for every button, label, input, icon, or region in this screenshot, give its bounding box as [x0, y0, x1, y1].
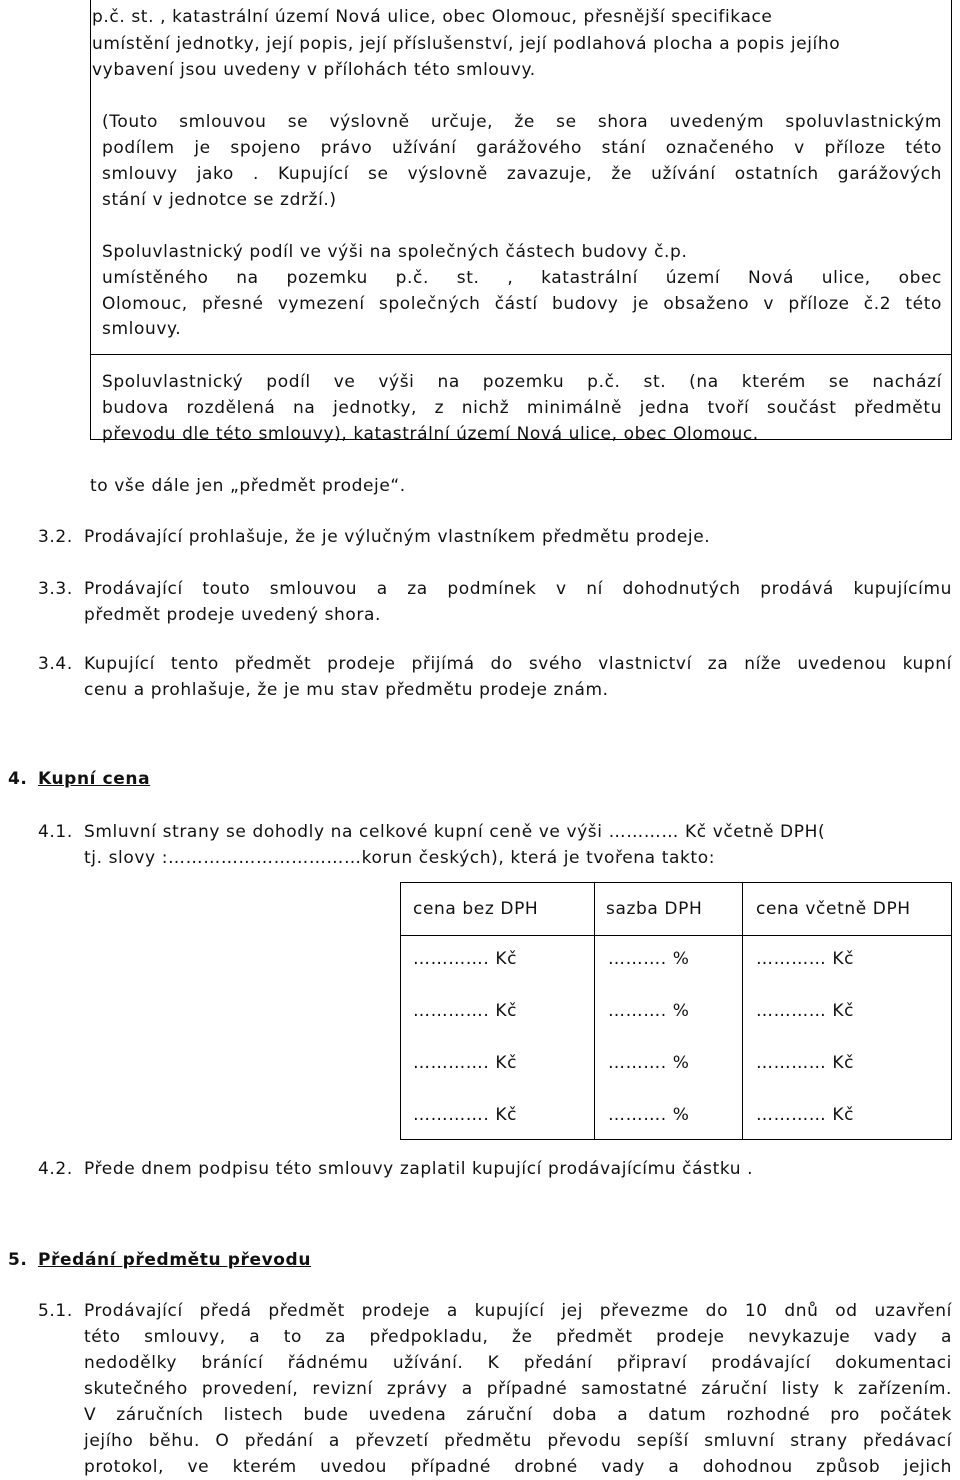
table-cell: ………… Kč: [756, 1053, 855, 1073]
box-p2-line-4: stání v jednotce se zdrží.): [102, 190, 337, 210]
clause-5-1-line-2: této smlouvy, a to za předpokladu, že předmět prodeje nevykazuje vady a: [84, 1327, 952, 1347]
table-cell: ………… Kč: [756, 949, 855, 969]
clause-3-4-line-2: cenu a prohlašuje, že je mu stav předmětu prodeje znám.: [84, 680, 609, 700]
clause-3-3-number: 3.3.: [38, 579, 73, 599]
clause-5-1-line-6: jejího běhu. O předání a převzetí předmětu převodu sepíší smluvní strany předávací: [84, 1431, 952, 1451]
box-p2-line-3: smlouvy jako . Kupující se výslovně zavazuje, že užívání ostatních garážových: [102, 164, 942, 184]
section-4-title: Kupní cena: [38, 769, 151, 789]
box-p4-line-2: budova rozdělená na jednotky, z nichž minimálně jedna tvoří součást předmětu: [102, 398, 942, 418]
table-cell: ………… Kč: [756, 1001, 855, 1021]
table-header-cell: cena včetně DPH: [756, 899, 911, 919]
table-cell: …………. Kč: [413, 1001, 518, 1021]
box-p2-line-1: (Touto smlouvou se výslovně určuje, že se shora uvedeným spoluvlastnickým: [102, 112, 942, 132]
table-cell: ………. %: [608, 1053, 690, 1073]
clause-3-3-line-2: předmět prodeje uvedený shora.: [84, 605, 382, 625]
box-p4-line-3: převodu dle této smlouvy), katastrální území Nová ulice, obec Olomouc.: [102, 424, 759, 444]
table-right-border: [951, 882, 952, 1140]
table-col-divider-1: [594, 882, 595, 1140]
box-p1-line-1: p.č. st. , katastrální území Nová ulice, obec Olomouc, přesnější specifikace: [92, 7, 773, 27]
box-p2-line-2: podílem je spojeno právo užívání garážového stání označeného v příloze této: [102, 138, 942, 158]
box-p3-line-4: smlouvy.: [102, 319, 182, 339]
table-cell: ………. %: [608, 949, 690, 969]
table-cell: ………… Kč: [756, 1105, 855, 1125]
clause-5-1-number: 5.1.: [38, 1301, 73, 1321]
table-top-border: [400, 882, 952, 883]
table-col-divider-2: [742, 882, 743, 1140]
clause-4-2-text: Přede dnem podpisu této smlouvy zaplatil kupující prodávajícímu částku .: [84, 1159, 754, 1179]
clause-3-2-number: 3.2.: [38, 527, 73, 547]
table-header-cell: sazba DPH: [606, 899, 703, 919]
box-p3-line-2: umístěného na pozemku p.č. st. , katastrální území Nová ulice, obec: [102, 268, 942, 288]
clause-5-1-line-7: protokol, ve kterém uvedou případné drobné vady a dohodnou způsob jejich: [84, 1457, 952, 1477]
box-p1-line-3: vybavení jsou uvedeny v přílohách této smlouvy.: [92, 60, 536, 80]
box-divider: [91, 354, 951, 355]
table-cell: …………. Kč: [413, 949, 518, 969]
table-header-divider: [400, 935, 952, 936]
clause-3-2-text: Prodávající prohlašuje, že je výlučným vlastníkem předmětu prodeje.: [84, 527, 711, 547]
clause-5-1-line-4: skutečného provedení, revizní zprávy a případné samostatné záruční listy k zařízením.: [84, 1379, 952, 1399]
subject-of-sale-note: to vše dále jen „předmět prodeje“.: [90, 476, 406, 496]
clause-5-1-line-1: Prodávající předá předmět prodeje a kupující jej převezme do 10 dnů od uzavření: [84, 1301, 952, 1321]
table-left-border: [400, 882, 401, 1140]
table-cell: …………. Kč: [413, 1053, 518, 1073]
price-table: [400, 882, 952, 1140]
clause-3-3-line-1: Prodávající touto smlouvou a za podmínek v ní dohodnutých prodává kupujícímu: [84, 579, 952, 599]
table-cell: ………. %: [608, 1001, 690, 1021]
section-5-title: Předání předmětu převodu: [38, 1250, 312, 1270]
box-p1-line-2: umístění jednotky, její popis, její příslušenství, její podlahová plocha a popis jejího: [92, 34, 841, 54]
box-p3-line-3: Olomouc, přesné vymezení společných částí budovy je obsaženo v příloze č.2 této: [102, 294, 942, 314]
table-cell: …………. Kč: [413, 1105, 518, 1125]
box-p4-line-1: Spoluvlastnický podíl ve výši na pozemku p.č. st. (na kterém se nachází: [102, 372, 942, 392]
clause-4-2-number: 4.2.: [38, 1159, 73, 1179]
box-p3-line-1: Spoluvlastnický podíl ve výši na společných částech budovy č.p.: [102, 242, 688, 262]
table-bottom-border: [400, 1139, 952, 1140]
clause-3-4-line-1: Kupující tento předmět prodeje přijímá do svého vlastnictví za níže uvedenou kupní: [84, 654, 952, 674]
table-cell: ………. %: [608, 1105, 690, 1125]
table-header-cell: cena bez DPH: [413, 899, 539, 919]
clause-5-1-line-5: V záručních listech bude uvedena záruční doba a datum rozhodné pro počátek: [84, 1405, 952, 1425]
clause-3-4-number: 3.4.: [38, 654, 73, 674]
clause-5-1-line-3: nedodělky bránící řádnému užívání. K předání připraví prodávající dokumentaci: [84, 1353, 952, 1373]
clause-4-1-number: 4.1.: [38, 822, 73, 842]
section-5-number: 5.: [8, 1250, 28, 1270]
section-4-number: 4.: [8, 769, 28, 789]
clause-4-1-line-2: tj. slovy :……………………………korun českých), která je tvořena takto:: [84, 848, 716, 868]
clause-4-1-line-1: Smluvní strany se dohodly na celkové kupní ceně ve výši ………… Kč včetně DPH(: [84, 822, 826, 842]
